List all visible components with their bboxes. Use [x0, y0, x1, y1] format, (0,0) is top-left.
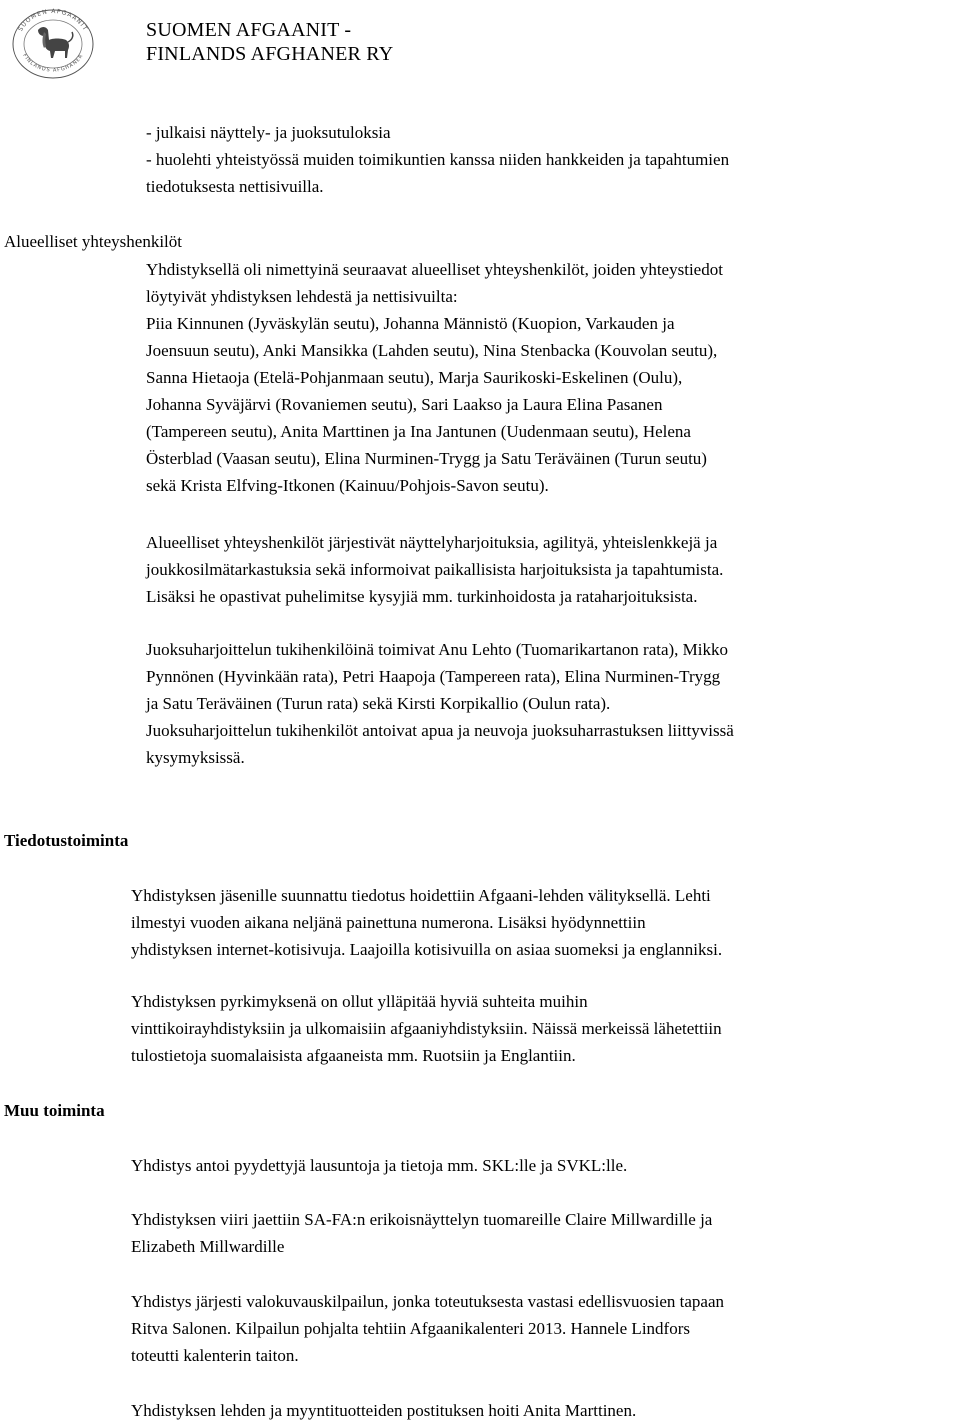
organization-name-line1: SUOMEN AFGAANIT - — [146, 19, 352, 41]
other-activities-heading: Muu toiminta — [4, 1101, 105, 1120]
text-line: Yhdistyksen lehden ja myyntituotteiden postituksen hoiti Anita Marttinen. — [131, 1401, 637, 1420]
text-line: Juoksuharjoittelun tukihenkilöinä toimivat Anu Lehto (Tuomarikartanon rata), Mikko — [146, 640, 729, 659]
regional-contacts-paragraph-2 — [146, 529, 723, 610]
text-line: Yhdistyksen pyrkimyksenä on ollut ylläpitää hyviä suhteita muihin — [131, 992, 588, 1011]
intro-list — [146, 119, 729, 200]
text-line: vinttikoirayhdistyksiin ja ulkomaisiin afgaaniyhdistyksiin. Näissä merkeissä lähetettiin — [131, 1019, 722, 1038]
regional-contacts-paragraph-1 — [146, 256, 723, 499]
other-activities-paragraph-4 — [131, 1397, 636, 1424]
logo-text-top: SUOMEN AFGAANIT — [17, 8, 89, 33]
text-line: Johanna Syväjärvi (Rovaniemen seutu), Sari Laakso ja Laura Elina Pasanen — [146, 395, 663, 414]
logo-text-bottom: FINLANDS AFGHANER — [21, 52, 85, 74]
text-line: Lisäksi he opastivat puhelimitse kysyjiä mm. turkinhoidosta ja rataharjoituksista. — [146, 587, 698, 606]
text-line: (Tampereen seutu), Anita Marttinen ja Ina Jantunen (Uudenmaan seutu), Helena — [146, 422, 691, 441]
organization-logo — [8, 6, 98, 80]
text-line: Yhdistys antoi pyydettyjä lausuntoja ja tietoja mm. SKL:lle ja SVKL:lle. — [131, 1156, 628, 1175]
text-line: tulostietoja suomalaisista afgaaneista mm. Ruotsiin ja Englantiin. — [131, 1046, 576, 1065]
text-line: Elizabeth Millwardille — [131, 1237, 285, 1256]
text-line: Sanna Hietaoja (Etelä-Pohjanmaan seutu), Marja Saurikoski-Eskelinen (Oulu), — [146, 368, 683, 387]
text-line: Yhdistyksellä oli nimettyinä seuraavat alueelliset yhteyshenkilöt, joiden yhteystiedot — [146, 260, 723, 279]
text-line: toteutti kalenterin taiton. — [131, 1346, 299, 1365]
text-line: Juoksuharjoittelun tukihenkilöt antoivat apua ja neuvoja juoksuharrastuksen liittyvissä — [146, 721, 734, 740]
communications-heading: Tiedotustoiminta — [4, 831, 129, 850]
afghan-hound-icon — [38, 27, 73, 58]
intro-list-item: - julkaisi näyttely- ja juoksutuloksia — [146, 123, 391, 142]
text-line: kysymyksissä. — [146, 748, 245, 767]
communications-paragraph-2 — [131, 988, 722, 1069]
text-line: Ritva Salonen. Kilpailun pohjalta tehtiin Afgaanikalenteri 2013. Hannele Lindfors — [131, 1319, 690, 1338]
text-line: yhdistyksen internet-kotisivuja. Laajoilla kotisivuilla on asiaa suomeksi ja englanniksi. — [131, 940, 723, 959]
text-line: Yhdistyksen viiri jaettiin SA-FA:n erikoisnäyttelyn tuomareille Claire Millwardille ja — [131, 1210, 713, 1229]
organization-name — [146, 18, 393, 66]
regional-contacts-heading: Alueelliset yhteyshenkilöt — [4, 232, 182, 251]
regional-contacts-paragraph-3 — [146, 636, 734, 771]
text-line: Yhdistys järjesti valokuvauskilpailun, jonka toteutuksesta vastasi edellisvuosien tapaan — [131, 1292, 724, 1311]
other-activities-paragraph-1 — [131, 1152, 627, 1179]
text-line: ilmestyi vuoden aikana neljänä painettuna numerona. Lisäksi hyödynnettiin — [131, 913, 646, 932]
text-line: Alueelliset yhteyshenkilöt järjestivät näyttelyharjoituksia, agilityä, yhteislenkkejä ja — [146, 533, 718, 552]
text-line: löytyivät yhdistyksen lehdestä ja nettisivuilta: — [146, 287, 458, 306]
intro-list-item: - huolehti yhteistyössä muiden toimikuntien kanssa niiden hankkeiden ja tapahtumien — [146, 150, 730, 169]
text-line: sekä Krista Elfving-Itkonen (Kainuu/Pohjois-Savon seutu). — [146, 476, 549, 495]
text-line: Österblad (Vaasan seutu), Elina Nurminen-Trygg ja Satu Teräväinen (Turun seutu) — [146, 449, 707, 468]
other-activities-paragraph-2 — [131, 1206, 712, 1260]
communications-paragraph-1 — [131, 882, 722, 963]
text-line: Piia Kinnunen (Jyväskylän seutu), Johanna Männistö (Kuopion, Varkauden ja — [146, 314, 675, 333]
text-line: Joensuun seutu), Anki Mansikka (Lahden seutu), Nina Stenbacka (Kouvolan seutu), — [146, 341, 718, 360]
text-line: joukkosilmätarkastuksia sekä informoivat paikallisista harjoituksista ja tapahtumista. — [146, 560, 724, 579]
text-line: ja Satu Teräväinen (Turun rata) sekä Kirsti Korpikallio (Oulun rata). — [146, 694, 611, 713]
intro-list-item: tiedotuksesta nettisivuilla. — [146, 177, 324, 196]
text-line: Yhdistyksen jäsenille suunnattu tiedotus hoidettiin Afgaani-lehden välityksellä. Lehti — [131, 886, 711, 905]
other-activities-paragraph-3 — [131, 1288, 724, 1369]
organization-name-line2: FINLANDS AFGHANER RY — [146, 43, 394, 65]
text-line: Pynnönen (Hyvinkään rata), Petri Haapoja (Tampereen rata), Elina Nurminen-Trygg — [146, 667, 721, 686]
